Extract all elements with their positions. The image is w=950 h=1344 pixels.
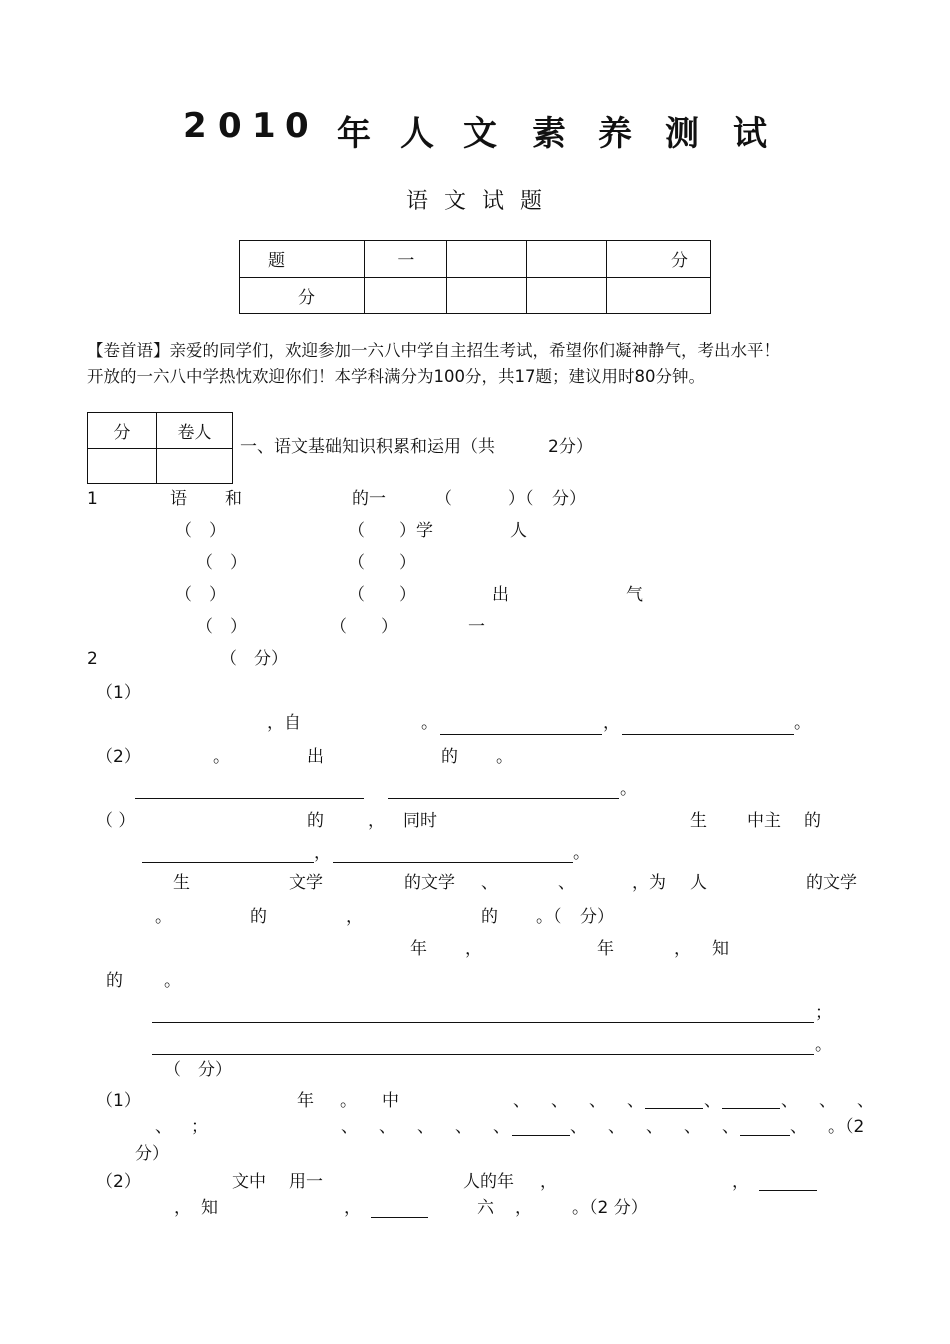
text-fragment: ， bbox=[515, 1198, 532, 1218]
sub-question-number: （ ） bbox=[96, 811, 136, 831]
score-table-cell bbox=[527, 277, 607, 314]
subtitle-char: 题 bbox=[520, 189, 543, 214]
text-fragment: ， bbox=[368, 811, 385, 831]
text-fragment: 的 bbox=[481, 907, 498, 927]
text-fragment: 的 bbox=[804, 811, 821, 831]
text-fragment: 的 bbox=[106, 971, 123, 991]
text-fragment: 。 bbox=[496, 747, 513, 767]
title-char: 测 bbox=[665, 114, 699, 154]
text-fragment: 的 bbox=[250, 907, 267, 927]
answer-line[interactable] bbox=[645, 1108, 703, 1109]
grader-table-cell: 分 bbox=[88, 413, 157, 449]
text-fragment: 和 bbox=[225, 489, 242, 509]
text-fragment: 、 bbox=[481, 873, 498, 893]
text-fragment: ， bbox=[344, 1198, 361, 1218]
text-fragment: 、 bbox=[558, 873, 575, 893]
sub-question-number: （2） bbox=[96, 747, 141, 767]
sub-question-number: （1） bbox=[96, 1091, 141, 1111]
answer-line[interactable] bbox=[512, 1135, 570, 1136]
answer-blank[interactable]: （ ） bbox=[175, 585, 226, 605]
text-fragment: 、 bbox=[155, 1117, 172, 1137]
text-fragment: 、 bbox=[608, 1117, 625, 1137]
text-fragment: 年 bbox=[410, 939, 427, 959]
title-char: 试 bbox=[733, 114, 767, 154]
text-fragment: 文中 bbox=[232, 1172, 266, 1192]
text-fragment: ， bbox=[465, 939, 482, 959]
title-char: 1 bbox=[252, 106, 276, 146]
question-score: （ 分） bbox=[220, 649, 288, 669]
title-char: 年 bbox=[337, 114, 371, 154]
text-fragment: 、 bbox=[857, 1091, 874, 1111]
sub-question-number: （1） bbox=[96, 683, 141, 703]
text-fragment: ， bbox=[732, 1172, 749, 1192]
text-fragment: 、 bbox=[513, 1091, 530, 1111]
answer-blank[interactable]: （ ） bbox=[348, 553, 416, 573]
text-fragment: 中主 bbox=[747, 811, 781, 831]
score-table-cell bbox=[447, 277, 527, 314]
text-fragment: 。 bbox=[164, 971, 181, 991]
text-fragment: 。 bbox=[340, 1091, 357, 1111]
text-fragment: 。（2 分） bbox=[572, 1198, 648, 1218]
answer-line[interactable] bbox=[371, 1217, 428, 1218]
text-fragment: 、 bbox=[570, 1117, 587, 1137]
text-fragment: 、 bbox=[341, 1117, 358, 1137]
text-fragment: 年 bbox=[297, 1091, 314, 1111]
preface-line: 开放的一六八中学热忱欢迎你们！本学科满分为100分，共17题；建议用时80分钟。 bbox=[87, 367, 705, 386]
grader-table-cell: 卷人 bbox=[157, 413, 233, 449]
score-table-cell bbox=[365, 277, 447, 314]
text-fragment: 、 bbox=[455, 1117, 472, 1137]
text-fragment: ； bbox=[191, 1117, 208, 1137]
text-fragment: 的一 bbox=[352, 489, 386, 509]
answer-line[interactable] bbox=[152, 1054, 814, 1055]
text-fragment: 的 bbox=[441, 747, 458, 767]
text-fragment: ，自 bbox=[267, 713, 301, 733]
answer-line[interactable] bbox=[333, 862, 573, 863]
text-fragment: 、 bbox=[627, 1091, 644, 1111]
preface-line: 【卷首语】亲爱的同学们，欢迎参加一六八中学自主招生考试，希望你们凝神静气，考出水平！ bbox=[87, 341, 780, 360]
title-char: 2 bbox=[183, 106, 207, 146]
text-fragment: 。（2 bbox=[828, 1117, 865, 1137]
text-fragment: 、 bbox=[417, 1117, 434, 1137]
text-fragment: 知 bbox=[712, 939, 729, 959]
answer-line[interactable] bbox=[759, 1190, 817, 1191]
text-fragment: 年 bbox=[597, 939, 614, 959]
text-fragment: 文学 bbox=[289, 873, 323, 893]
score-table-cell: 题 bbox=[240, 241, 365, 278]
title-char: 0 bbox=[218, 106, 242, 146]
score-table bbox=[239, 240, 711, 314]
text-fragment: 。 bbox=[573, 843, 590, 863]
text-fragment: 人 bbox=[690, 873, 707, 893]
answer-line[interactable] bbox=[622, 734, 794, 735]
score-table-cell: 一 bbox=[365, 241, 447, 278]
answer-blank[interactable]: （ ） bbox=[196, 617, 247, 637]
score-table-cell bbox=[606, 277, 710, 314]
score-table-cell bbox=[447, 241, 527, 278]
text-fragment: 、 bbox=[379, 1117, 396, 1137]
grader-table bbox=[87, 412, 233, 484]
title-char: 素 bbox=[532, 114, 566, 154]
text-fragment: ， bbox=[603, 713, 620, 733]
text-fragment: ，为 bbox=[632, 873, 666, 893]
text-fragment: 、 bbox=[684, 1117, 701, 1137]
answer-line[interactable] bbox=[740, 1135, 790, 1136]
subtitle-char: 语 bbox=[406, 189, 429, 214]
text-fragment: 。 bbox=[213, 747, 230, 767]
answer-line[interactable] bbox=[440, 734, 602, 735]
text-fragment: 分） bbox=[552, 489, 586, 509]
text-fragment: 、 bbox=[493, 1117, 510, 1137]
grader-table-cell bbox=[88, 448, 157, 484]
text-fragment: 知 bbox=[201, 1198, 218, 1218]
answer-blank[interactable]: （ ） bbox=[196, 553, 247, 573]
sub-question-number: （2） bbox=[96, 1172, 141, 1192]
answer-line[interactable] bbox=[142, 862, 314, 863]
text-fragment: 同时 bbox=[403, 811, 437, 831]
text-fragment: 的文学 bbox=[404, 873, 455, 893]
text-fragment: 的文学 bbox=[806, 873, 857, 893]
text-fragment: 用一 bbox=[289, 1172, 323, 1192]
text-fragment: ， bbox=[540, 1172, 557, 1192]
text-fragment: 六 bbox=[477, 1198, 494, 1218]
subtitle-char: 文 bbox=[444, 189, 467, 214]
text-fragment: 、 bbox=[781, 1091, 798, 1111]
title-char: 0 bbox=[285, 106, 309, 146]
question-number: 2 bbox=[87, 649, 98, 669]
answer-blank[interactable]: （ ）学 bbox=[348, 521, 433, 541]
text-fragment: 出 bbox=[492, 585, 509, 605]
text-fragment: 出 bbox=[307, 747, 324, 767]
text-fragment: 的 bbox=[307, 811, 324, 831]
text-fragment: 、 bbox=[704, 1091, 721, 1111]
text-fragment: 。 bbox=[815, 1035, 832, 1055]
answer-blank[interactable]: （ ） bbox=[348, 585, 416, 605]
text-fragment: 生 bbox=[173, 873, 190, 893]
answer-blank[interactable]: （ ） bbox=[330, 617, 398, 637]
text-fragment: 、 bbox=[790, 1117, 807, 1137]
score-table-cell: 分 bbox=[606, 241, 710, 278]
text-fragment: ， bbox=[346, 907, 363, 927]
title-char: 养 bbox=[598, 114, 632, 154]
section-score: 2分） bbox=[548, 437, 593, 457]
text-fragment: 、 bbox=[646, 1117, 663, 1137]
text-fragment: 人的年 bbox=[463, 1172, 514, 1192]
text-fragment: ， bbox=[314, 843, 331, 863]
answer-line[interactable] bbox=[388, 798, 619, 799]
text-fragment: 。 bbox=[155, 907, 172, 927]
text-fragment: ； bbox=[815, 1003, 832, 1023]
title-char: 文 bbox=[463, 114, 497, 154]
text-fragment: 。 bbox=[620, 779, 637, 799]
title-char: 人 bbox=[400, 114, 434, 154]
text-fragment: 人 bbox=[510, 521, 527, 541]
answer-blank[interactable]: （ ） bbox=[175, 521, 226, 541]
text-fragment: 、 bbox=[722, 1117, 739, 1137]
text-fragment: 分） bbox=[135, 1144, 169, 1164]
text-fragment: 、 bbox=[819, 1091, 836, 1111]
text-fragment: ， bbox=[174, 1198, 191, 1218]
question-score: （ 分） bbox=[164, 1060, 232, 1080]
text-fragment: 一 bbox=[468, 617, 485, 637]
text-fragment: 。 bbox=[794, 713, 811, 733]
text-fragment: 。（ bbox=[536, 907, 562, 927]
score-table-cell bbox=[527, 241, 607, 278]
text-fragment: （ bbox=[435, 489, 452, 509]
text-fragment: 语 bbox=[170, 489, 187, 509]
text-fragment: 、 bbox=[589, 1091, 606, 1111]
section-title: 一、语文基础知识积累和运用（共 bbox=[240, 437, 495, 457]
text-fragment: ， bbox=[674, 939, 691, 959]
answer-line[interactable] bbox=[722, 1108, 780, 1109]
grader-table-cell bbox=[157, 448, 233, 484]
subtitle-char: 试 bbox=[482, 189, 505, 214]
text-fragment: 中 bbox=[382, 1091, 399, 1111]
text-fragment: 气 bbox=[626, 585, 643, 605]
text-fragment: ）（ bbox=[508, 489, 534, 509]
text-fragment: 生 bbox=[690, 811, 707, 831]
score-table-cell: 分 bbox=[240, 277, 365, 314]
question-number: 1 bbox=[87, 489, 98, 509]
answer-line[interactable] bbox=[152, 1022, 814, 1023]
text-fragment: 分） bbox=[580, 907, 614, 927]
text-fragment: 、 bbox=[551, 1091, 568, 1111]
text-fragment: 。 bbox=[421, 713, 438, 733]
answer-line[interactable] bbox=[135, 798, 364, 799]
